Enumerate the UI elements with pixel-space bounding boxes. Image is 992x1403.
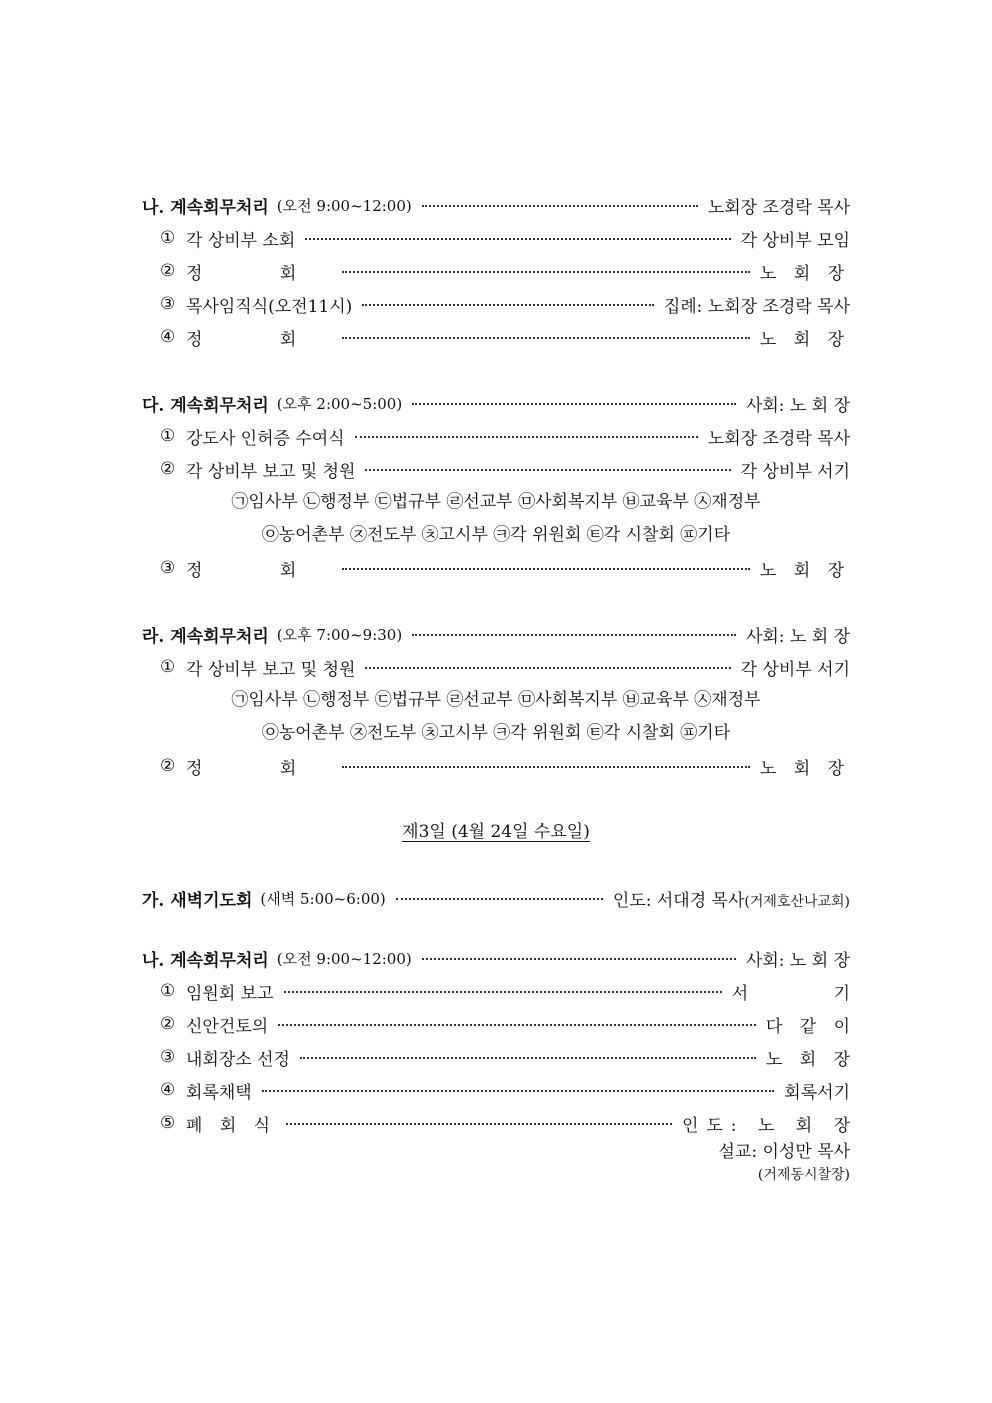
item-number: ③ (160, 294, 176, 314)
dot-leader (262, 1090, 775, 1092)
item-number: ② (160, 756, 176, 776)
agenda-item (160, 456, 850, 482)
section-heading-da (142, 390, 850, 416)
agenda-item (160, 555, 850, 581)
dot-leader (342, 337, 750, 339)
item-label: 임원회 보고 (186, 983, 274, 1004)
dot-leader (412, 634, 736, 636)
item-label: 정 회 (186, 263, 333, 284)
item-responsible: 노 회 장 (759, 560, 850, 581)
dot-leader (278, 1024, 756, 1026)
dot-leader (305, 238, 730, 240)
section-leader: 노회장 조경락 목사 (707, 197, 850, 218)
item-responsible: 각 상비부 모임 (740, 230, 850, 251)
agenda-item (160, 1110, 858, 1136)
dot-leader (342, 271, 750, 273)
sermon-line: 설교: 이성만 목사 (718, 1142, 850, 1162)
department-list-2: ㉧농어촌부 ㉨전도부 ㉩고시부 ㉪각 위원회 ㉫각 시찰회 ㉬기타 (261, 723, 731, 743)
agenda-item (160, 1044, 856, 1070)
item-number: ④ (160, 327, 176, 347)
item-responsible: 다 같 이 (765, 1016, 856, 1037)
item-responsible: 집례: 노회장 조경락 목사 (663, 296, 850, 317)
dot-leader (365, 469, 730, 471)
dot-leader (284, 991, 722, 993)
item-number: ⑤ (160, 1113, 176, 1133)
item-number: ① (160, 426, 176, 446)
item-number: ② (160, 1014, 176, 1034)
item-responsible: 노 회 장 (759, 329, 850, 350)
dot-leader (412, 403, 736, 405)
item-label: 강도사 인허증 수여식 (186, 428, 345, 449)
section-leader: 사회: 노 회 장 (745, 626, 850, 647)
dot-leader (396, 898, 603, 900)
agenda-item (160, 291, 850, 317)
item-responsible: 회록서기 (784, 1082, 850, 1103)
item-label: 각 상비부 소회 (186, 230, 296, 251)
item-number: ① (160, 228, 176, 248)
item-label: 내회장소 선정 (186, 1049, 290, 1070)
section-time: (새벽 5:00~6:00) (260, 889, 386, 908)
item-number: ③ (160, 558, 176, 578)
item-responsible: 노 회 장 (759, 263, 850, 284)
item-label: 각 상비부 보고 및 청원 (186, 461, 356, 482)
department-list-1: ㉠임사부 ㉡행정부 ㉢법규부 ㉣선교부 ㉤사회복지부 ㉥교육부 ㉦재정부 (231, 690, 761, 710)
item-responsible: 인도: 노 회 장 (681, 1115, 858, 1136)
item-label: 정 회 (186, 758, 333, 779)
item-responsible: 노 회 장 (759, 758, 850, 779)
item-responsible: 노 회 장 (765, 1049, 856, 1070)
dot-leader (355, 436, 698, 438)
section-time: (오전 9:00~12:00) (276, 196, 412, 215)
agenda-item (160, 258, 850, 284)
dot-leader (362, 304, 654, 306)
dot-leader (342, 568, 750, 570)
agenda-item (160, 1011, 856, 1037)
dot-leader (300, 1057, 756, 1059)
item-number: ④ (160, 1080, 176, 1100)
dot-leader (422, 205, 698, 207)
section-time: (오전 9:00~12:00) (276, 949, 412, 968)
department-list-1: ㉠임사부 ㉡행정부 ㉢법규부 ㉣선교부 ㉤사회복지부 ㉥교육부 ㉦재정부 (231, 492, 761, 512)
item-label: 각 상비부 보고 및 청원 (186, 659, 356, 680)
agenda-item (160, 753, 850, 779)
item-responsible: 각 상비부 서기 (740, 461, 850, 482)
department-list-2: ㉧농어촌부 ㉨전도부 ㉩고시부 ㉪각 위원회 ㉫각 시찰회 ㉬기타 (261, 525, 731, 545)
item-number: ① (160, 981, 176, 1001)
agenda-item (160, 324, 850, 350)
section-title: 나. 계속회무처리 (142, 950, 269, 971)
dot-leader (422, 958, 736, 960)
section-title: 다. 계속회무처리 (142, 395, 269, 416)
dot-leader (342, 766, 750, 768)
item-label: 정 회 (186, 560, 333, 581)
day-title (0, 819, 992, 845)
agenda-item (160, 423, 850, 449)
section-leader (613, 886, 850, 911)
item-number: ② (160, 261, 176, 281)
section-leader: 사회: 노 회 장 (745, 395, 850, 416)
section-heading-na-2 (142, 945, 850, 971)
section-title: 가. 새벽기도회 (142, 890, 253, 911)
section-time: (오후 7:00~9:30) (276, 625, 403, 644)
item-responsible: 서 기 (731, 983, 890, 1004)
section-heading-ga (142, 885, 850, 911)
item-label: 신안건토의 (186, 1016, 269, 1037)
agenda-item (160, 978, 890, 1004)
day-title-text: 제3일 (4월 24일 수요일) (402, 822, 590, 842)
item-responsible: 각 상비부 서기 (740, 659, 850, 680)
item-number: ① (160, 657, 176, 677)
leader-church: (거제호산나교회) (744, 893, 850, 910)
section-heading-ra (142, 621, 850, 647)
item-label: 폐 회 식 (186, 1115, 277, 1136)
dot-leader (365, 667, 730, 669)
item-label: 정 회 (186, 329, 333, 350)
sermon-note: (거제동시찰장) (757, 1167, 850, 1183)
leader-name: 인도: 서대경 목사 (612, 890, 745, 911)
item-number: ③ (160, 1047, 176, 1067)
section-title: 라. 계속회무처리 (142, 626, 269, 647)
item-label: 회록채택 (186, 1082, 252, 1103)
item-number: ② (160, 459, 176, 479)
section-heading-na-1 (142, 192, 850, 218)
agenda-item (160, 654, 850, 680)
agenda-item (160, 225, 850, 251)
agenda-item (160, 1077, 850, 1103)
dot-leader (286, 1123, 672, 1125)
section-title: 나. 계속회무처리 (142, 197, 269, 218)
section-time: (오후 2:00~5:00) (276, 394, 403, 413)
item-responsible: 노회장 조경락 목사 (707, 428, 850, 449)
section-leader: 사회: 노 회 장 (745, 950, 850, 971)
item-label: 목사임직식(오전11시) (186, 296, 353, 317)
